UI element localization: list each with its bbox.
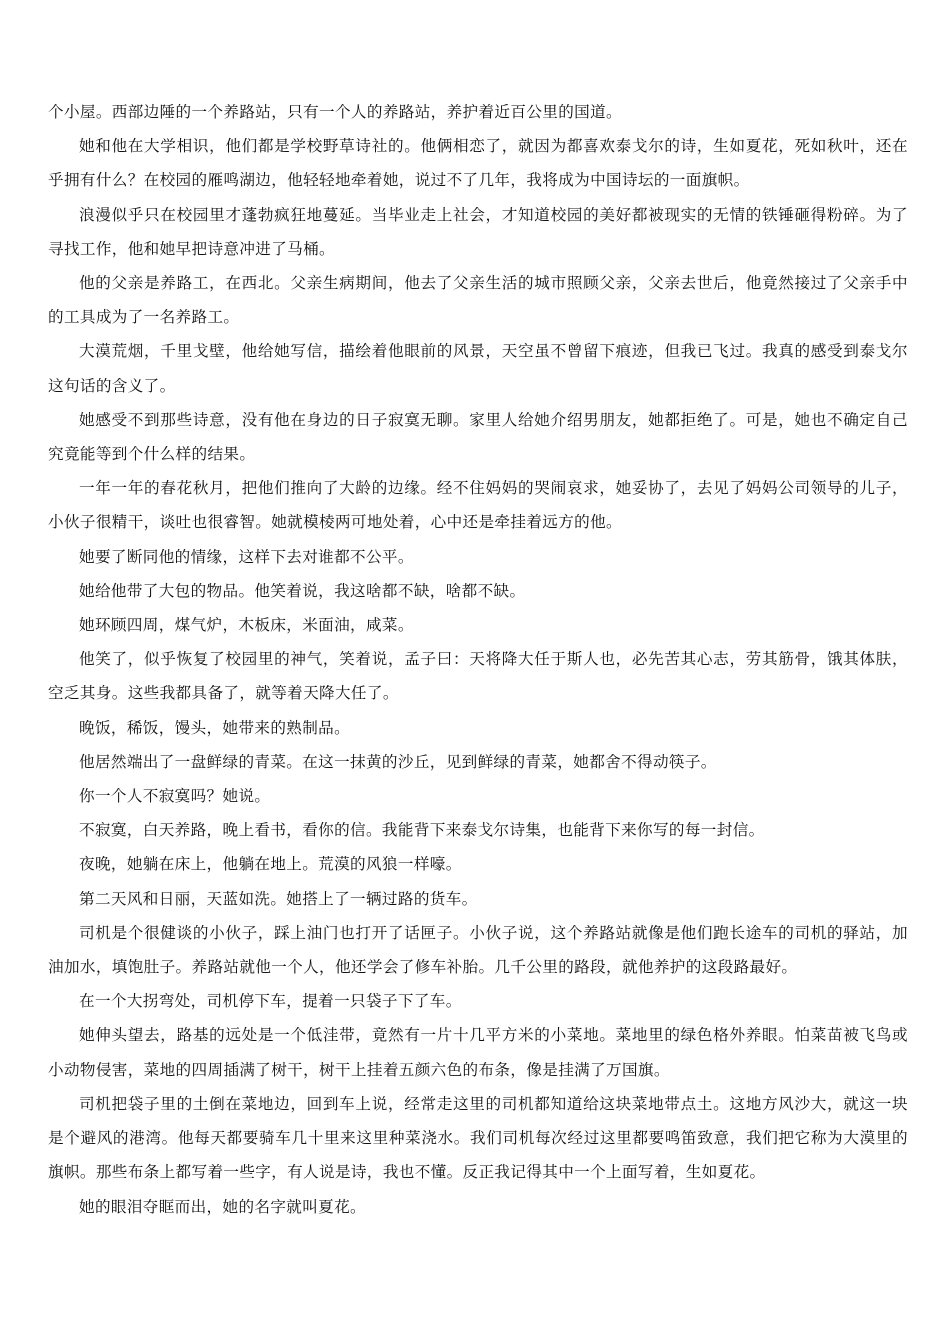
paragraph-10: 她环顾四周，煤气炉，木板床，米面油，咸菜。 — [79, 616, 414, 635]
paragraph-13: 他居然端出了一盘鲜绿的青菜。在这一抹黄的沙丘，见到鲜绿的青菜，她都舍不得动筷子。 — [79, 752, 717, 771]
paragraph-1: 个小屋。西部边陲的一个养路站，只有一个人的养路站，养护着近百公里的国道。 — [48, 103, 622, 121]
paragraph-3: 浪漫似乎只在校园里才蓬勃疯狂地蔓延。当毕业走上社会，才知道校园的美好都被现实的无情的铁锤砸得粉碎。为了寻找工作，他和她早把诗意冲进了马桶。 — [48, 205, 908, 258]
paragraph-21: 司机把袋子里的土倒在菜地边，回到车上说，经常走这里的司机都知道给这块菜地带点土。这地方风沙大，就这一块是个避风的港湾。他每天都要骑车几十里来这里种菜浇水。我们司机每次经过这里都要鸣笛致意，我们把它称为大漠里的旗帜。那些布条上都写着一些字，有人说是诗，我也不懂。反正我记得其中一个上面写着，生如夏花。 — [48, 1094, 908, 1182]
paragraph-15: 不寂寞，白天养路，晚上看书，看你的信。我能背下来泰戈尔诗集，也能背下来你写的每一封信。 — [79, 821, 765, 840]
paragraph-20: 她伸头望去，路基的远处是一个低洼带，竟然有一片十几平方米的小菜地。菜地里的绿色格外养眼。怕菜苗被飞鸟或小动物侵害，菜地的四周插满了树干，树干上挂着五颜六色的布条，像是挂满了万国旗。 — [48, 1026, 908, 1079]
paragraph-22: 她的眼泪夺眶而出，她的名字就叫夏花。 — [79, 1197, 366, 1216]
paragraph-6: 她感受不到那些诗意，没有他在身边的日子寂寞无聊。家里人给她介绍男朋友，她都拒绝了。可是，她也不确定自己究竟能等到个什么样的结果。 — [48, 410, 908, 464]
paragraph-14: 你一个人不寂寞吗？她说。 — [79, 787, 271, 806]
paragraph-12: 晚饭，稀饭，馒头，她带来的熟制品。 — [79, 718, 351, 737]
paragraph-19: 在一个大拐弯处，司机停下车，提着一只袋子下了车。 — [79, 992, 462, 1011]
paragraph-18: 司机是个很健谈的小伙子，踩上油门也打开了话匣子。小伙子说，这个养路站就像是他们跑长途车的司机的驿站，加油加水，填饱肚子。养路站就他一个人，他还学会了修车补胎。几千公里的路段，就他养护的这段路最好。 — [48, 923, 908, 977]
paragraph-5: 大漠荒烟，千里戈壁，他给她写信，描绘着他眼前的风景，天空虽不曾留下痕迹，但我已飞过。我真的感受到泰戈尔这句话的含义了。 — [48, 342, 908, 395]
document-page — [48, 95, 908, 1224]
paragraph-4: 他的父亲是养路工，在西北。父亲生病期间，他去了父亲生活的城市照顾父亲，父亲去世后，他竟然接过了父亲手中的工具成为了一名养路工。 — [48, 274, 908, 327]
paragraph-11: 他笑了，似乎恢复了校园里的神气，笑着说，孟子曰：天将降大任于斯人也，必先苦其心志，劳其筋骨，饿其体肤，空乏其身。这些我都具备了，就等着天降大任了。 — [48, 650, 908, 703]
paragraph-2: 她和他在大学相识，他们都是学校野草诗社的。他俩相恋了，就因为都喜欢泰戈尔的诗，生如夏花，死如秋叶，还在乎拥有什么？在校园的雁鸣湖边，他轻轻地牵着她，说过不了几年，我将成为中国诗坛的一面旗帜。 — [48, 137, 908, 190]
paragraph-9: 她给他带了大包的物品。他笑着说，我这啥都不缺，啥都不缺。 — [79, 581, 526, 600]
paragraph-16: 夜晚，她躺在床上，他躺在地上。荒漠的风狼一样嚎。 — [79, 855, 462, 874]
paragraph-17: 第二天风和日丽，天蓝如洗。她搭上了一辆过路的货车。 — [79, 889, 478, 908]
paragraph-8: 她要了断同他的情缘，这样下去对谁都不公平。 — [79, 547, 414, 566]
paragraph-7: 一年一年的春花秋月，把他们推向了大龄的边缘。经不住妈妈的哭闹哀求，她妥协了，去见了妈妈公司领导的儿子，小伙子很精干，谈吐也很睿智。她就模棱两可地处着，心中还是牵挂着远方的他。 — [48, 479, 908, 532]
